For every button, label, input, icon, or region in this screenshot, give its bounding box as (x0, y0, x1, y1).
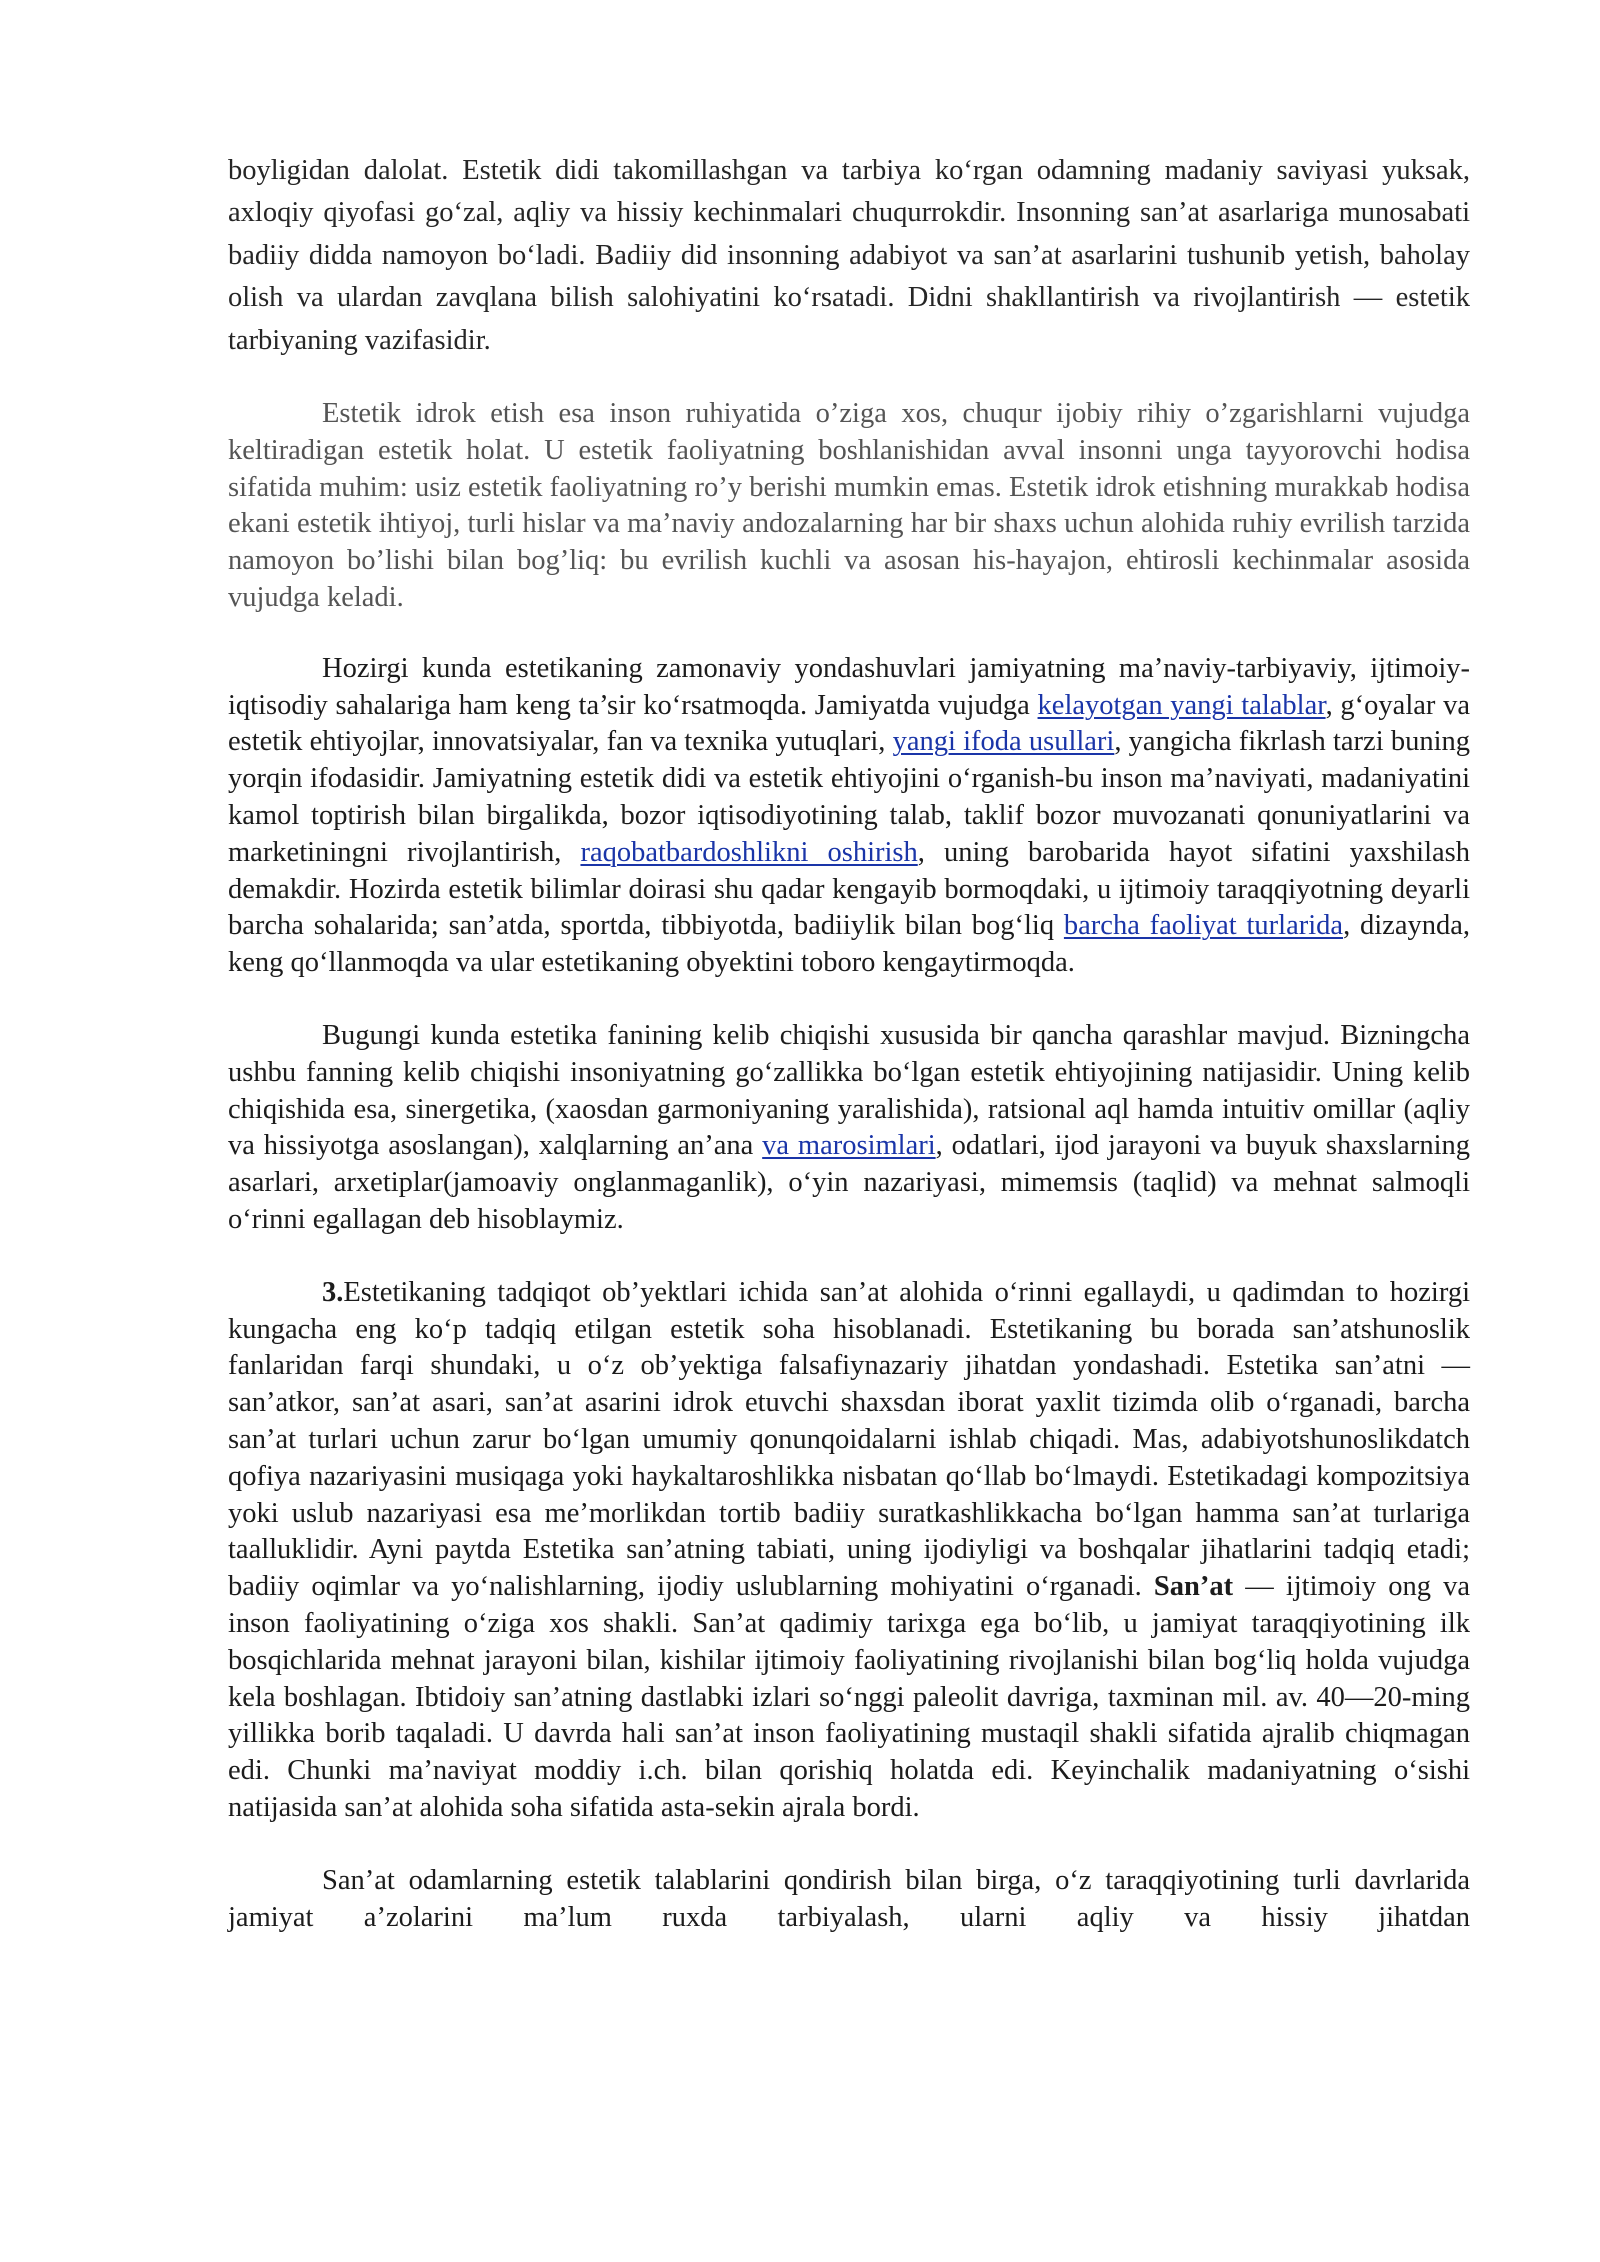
link-va-marosimlari[interactable]: va marosimlari (762, 1130, 936, 1162)
paragraph-5 (228, 1275, 1470, 1827)
paragraph-6-text: San’at odamlarning estetik talablarini qondirish bilan birga, o‘z taraqqiyotining turli davrlarida jamiyat a’zolarini ma’lum ruxda tarbiyalash, ularni aqliy va hissiy jihatdan (228, 1864, 1470, 1933)
paragraph-2-text: Estetik idrok etish esa inson ruhiyatida o’ziga xos, chuqur ijobiy rihiy o’zgarishlarni vujudga keltiradigan estetik holat. U estetik faoliyatning boshlanishidan avval insonni unga tayyorovchi hodisa sifatida muhim: usiz estetik faoliyatning ro’y berishi mumkin emas. Estetik idrok etishning murakkab hodisa ekani estetik ihtiyoj, turli hislar va ma’naviy andozalarning har bir shaxs uchun alohida ruhiy evrilish tarzida namoyon bo’lishi bilan bog’liq: bu evrilish kuchli va asosan his-hayajon, ehtirosli kechinmalar asosida vujudga keladi. (228, 398, 1470, 614)
paragraph-3-text-1: Hozirgi kunda estetikaning zamonaviy yondashuvlari jamiyatning ma’naviy-tarbiyaviy, ijtimoiy-iqtisodiy sahalariga ham keng ta’sir ko‘rsatmoqda. Jamiyatda vujudga (228, 652, 1470, 721)
paragraph-3-text-4: , uning barobarida hayot sifatini yaxshilash demakdir. Hozirda estetik bilimlar doirasi shu qadar kengayib bormoqdaki, u ijtimoiy taraqqiyotning deyarli barcha sohalarida; san’atda, sportda, tibbiyotda, badiiylik bilan bog‘liq (228, 836, 1470, 942)
paragraph-3-text-5: , dizaynda, keng qo‘llanmoqda va ular estetikaning obyektini toboro kengaytirmoqda. (228, 910, 1470, 979)
section-number: 3. (322, 1276, 344, 1308)
paragraph-4 (228, 1018, 1470, 1239)
paragraph-2 (228, 396, 1470, 617)
link-yangi-ifoda-usullari[interactable]: yangi ifoda usullari (892, 726, 1115, 758)
paragraph-6 (228, 1863, 1470, 1937)
paragraph-1 (228, 150, 1470, 362)
paragraph-3-text-3: , yangicha fikrlash tarzi buning yorqin ifodasidir. Jamiyatning estetik didi va estetik ehtiyojini o‘rganish-bu inson ma’naviyati, madaniyatini kamol toptirish bilan birgalikda, bozor iqtisodiyotining talab, taklif bozor muvozanati qonuniyatlarini va marketiningni rivojlantirish, (228, 726, 1470, 868)
paragraph-1-text: boyligidan dalolat. Estetik didi takomillashgan va tarbiya ko‘rgan odamning madaniy saviyasi yuksak, axloqiy qiyofasi go‘zal, aqliy va hissiy kechinmalari chuqurrokdir. Insonning san’at asarlariga munosabati badiiy didda namoyon bo‘ladi. Badiiy did insonning adabiyot va san’at asarlarini tushunib yetish, baholay olish va ulardan zavqlana bilish salohiyatini ko‘rsatadi. Didni shakllantirish va rivojlantirish — estetik tarbiyaning vazifasidir. (228, 155, 1470, 356)
link-raqobatbardoshlikni-oshirish[interactable]: raqobatbardoshlikni oshirish (580, 836, 918, 868)
paragraph-3 (228, 651, 1470, 982)
paragraph-5-text-1: Estetikaning tadqiqot ob’yektlari ichida san’at alohida o‘rinni egallaydi, u qadimdan to hozirgi kungacha eng ko‘p tadqiq etilgan estetik soha hisoblanadi. Estetikaning bu borada san’atshunoslik fanlaridan farqi shundaki, u o‘z ob’yektiga falsafiynazariy jihatdan yondashadi. Estetika san’atni — san’atkor, san’at asari, san’at asarini idrok etuvchi shaxsdan iborat yaxlit tizimda olib o‘rganadi, barcha san’at turlari uchun zarur bo‘lgan umumiy qonunqoidalarni ishlab chiqadi. Mas, adabiyotshunoslikdatch qofiya nazariyasini musiqaga yoki haykaltaroshlikka nisbatan qo‘llab bo‘lmaydi. Estetikadagi kompozitsiya yoki uslub nazariyasi esa me’morlikdan tortib badiiy suratkashlikkacha bo‘lgan hamma san’at turlariga taalluklidir. Ayni paytda Estetika san’atning tabiati, uning ijodiyligi va boshqalar jihatlarini tadqiq etadi; badiiy oqimlar va yo‘nalishlarning, ijodiy uslublarning mohiyatini o‘rganadi. (228, 1276, 1470, 1603)
paragraph-4-text-1: Bugungi kunda estetika fanining kelib chiqishi xususida bir qancha qarashlar mavjud. Bizningcha ushbu fanning kelib chiqishi insoniyatning go‘zallikka bo‘lgan estetik ehtiyojining natijasidir. Uning kelib chiqishida esa, sinergetika, (xaosdan garmoniyaning yaralishida), ratsional aql hamda intuitiv omillar (aqliy va hissiyotga asoslangan), xalqlarning an’ana (228, 1019, 1470, 1162)
document-page (228, 150, 1470, 1936)
paragraph-5-text-2: — ijtimoiy ong va inson faoliyatining o‘ziga xos shakli. San’at qadimiy tarixga ega bo‘lib, u jamiyat taraqqiyotining ilk bosqichlarida mehnat jarayoni bilan, kishilar ijtimoiy faoliyatining rivojlanishi bilan bog‘liq holda vujudga kela boshlagan. Ibtidoiy san’atning dastlabki izlari so‘nggi paleolit davriga, taxminan mil. av. 40—20-ming yillikka borib taqaladi. U davrda hali san’at inson faoliyatining mustaqil shakli sifatida ajralib chiqmagan edi. Chunki ma’naviyat moddiy i.ch. bilan qorishiq holatda edi. Keyinchalik madaniyatning o‘sishi natijasida san’at alohida soha sifatida asta-sekin ajrala bordi. (228, 1571, 1470, 1823)
term-sanat: San’at (1153, 1571, 1234, 1603)
paragraph-3-text-2: , g‘oyalar va estetik ehtiyojlar, innovatsiyalar, fan va texnika yutuqlari, (228, 689, 1470, 758)
link-barcha-faoliyat-turlarida[interactable]: barcha faoliyat turlarida (1063, 910, 1344, 942)
paragraph-4-text-2: , odatlari, ijod jarayoni va buyuk shaxslarning asarlari, arxetiplar(jamoaviy onglanmaganlik), o‘yin nazariyasi, mimemsis (taqlid) va mehnat salmoqli o‘rinni egallagan deb hisoblaymiz. (228, 1130, 1470, 1235)
link-kelayotgan-yangi-talablar[interactable]: kelayotgan yangi talablar (1037, 689, 1326, 721)
